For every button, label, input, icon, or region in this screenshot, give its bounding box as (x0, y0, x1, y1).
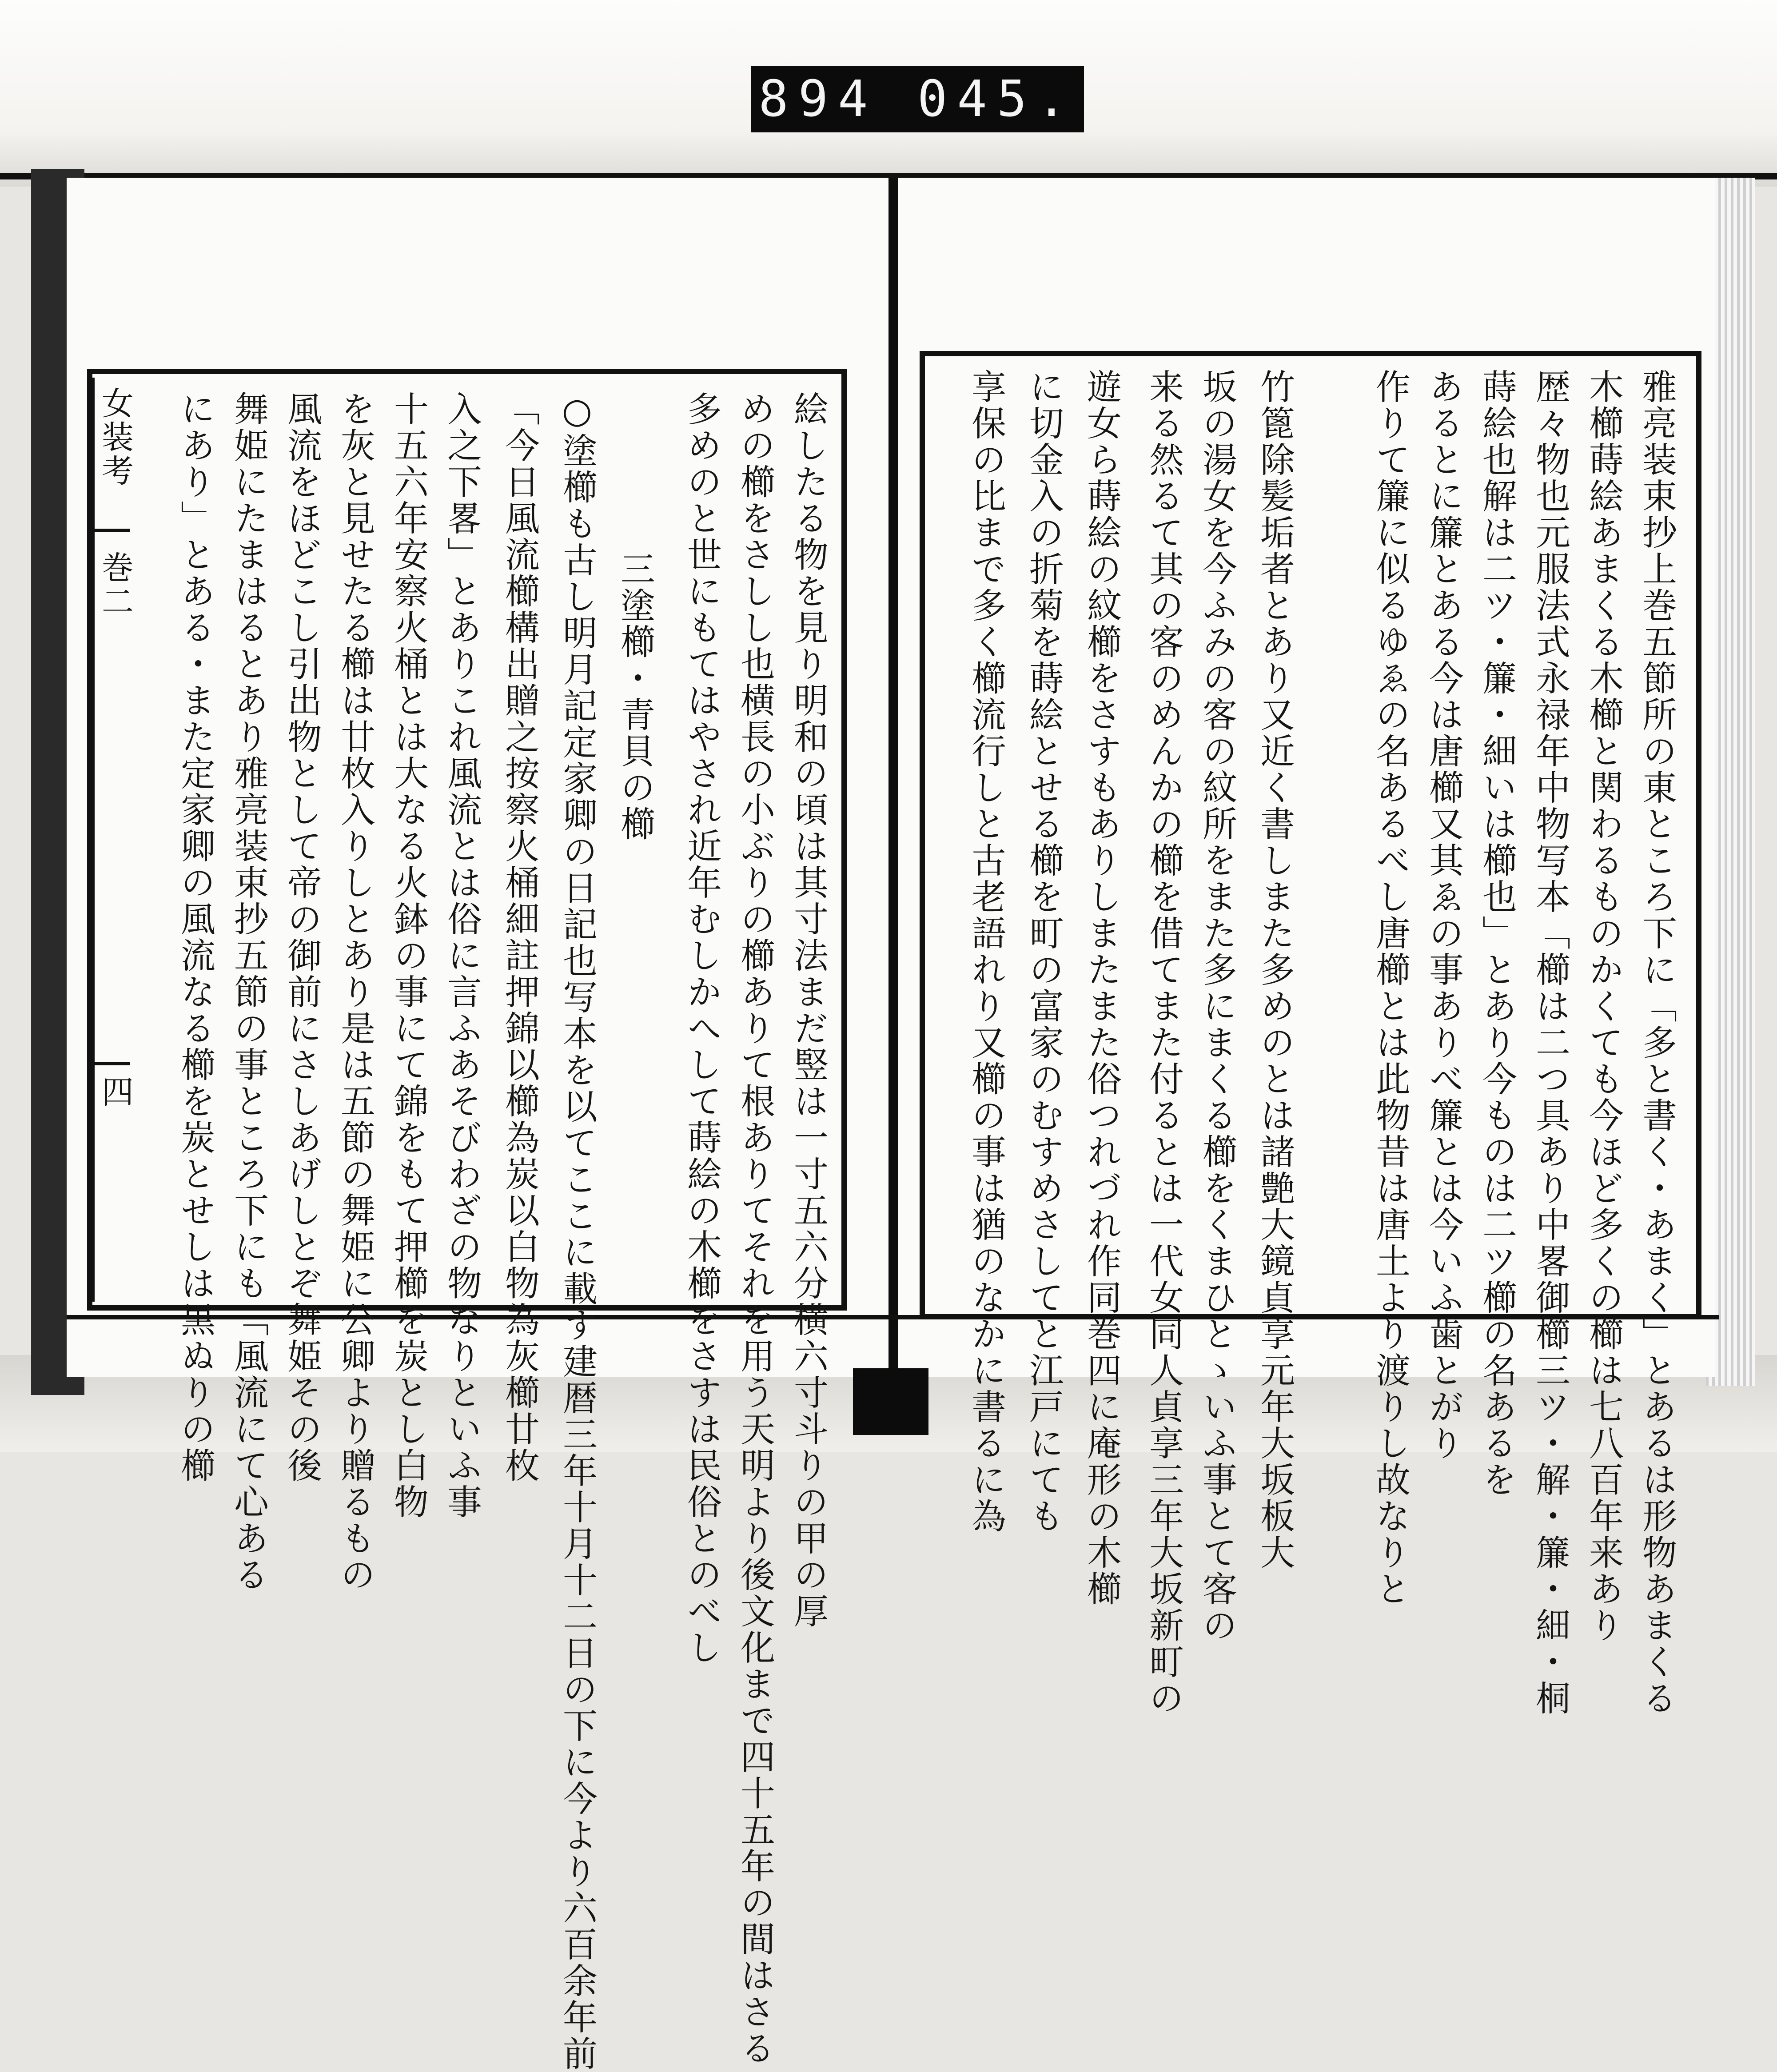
text-column: 入之下畧」とありこれ風流とは俗に言ふあそびわざの物なりといふ事 (442, 391, 482, 1520)
text-column: 風流をほどこし引出物として帝の御前にさしあげしとぞ舞姫その後 (282, 391, 322, 1484)
margin-volume: 巻二 (96, 551, 134, 618)
text-column: あるとに簾とある今は唐櫛又其ゑの事ありべ簾とは今いふ歯とがり (1423, 369, 1463, 1462)
text-column: 木櫛蒔絵あまくる木櫛と関わるものかくても今ほど多くの櫛は七八百年来あり (1583, 369, 1623, 1644)
text-column: 享保の比まで多く櫛流行しと古老語れり又櫛の事は猶のなかに書るに為 (966, 369, 1006, 1534)
text-column: にあり」とある・また定家卿の風流なる櫛を炭とせしは黒ぬりの櫛 (175, 391, 215, 1484)
text-column: めの櫛をさしし也横長の小ぶりの櫛ありて根ありてそれを用う天明より後文化まで四十五年の間はさる (735, 391, 775, 2067)
margin-separator (95, 1062, 130, 1065)
margin-page-number: 四 (96, 1075, 134, 1109)
text-column: 作りて簾に似るゆゑの名あるべし唐櫛とは此物昔は唐土より渡りし故なりと (1370, 369, 1410, 1607)
text-column: に切金入の折菊を蒔絵とせる櫛を町の富家のむすめさしてと江戸にても (1024, 369, 1064, 1534)
margin-book-title: 女装考 (96, 387, 134, 488)
text-column: 遊女ら蒔絵の紋櫛をさすもありしまたまた俗つれづれ作同巻四に庵形の木櫛 (1081, 369, 1121, 1607)
text-column: 竹篦除髪垢者とあり又近く書しまた多めのとは諸艶大鏡貞享元年大坂板大 (1255, 369, 1295, 1571)
margin-header (91, 378, 134, 1302)
text-column: ○塗櫛も古し明月記定家卿の日記也写本を以てここに載す建暦三年十月十二日の下に今より六百余年前 (557, 391, 597, 2072)
book-gutter (888, 178, 898, 1386)
text-column: 十五六年安察火桶とは大なる火鉢の事にて錦をもて押櫛を炭とし白物 (388, 391, 428, 1520)
section-heading: 三塗櫛・青貝の櫛 (615, 551, 655, 842)
text-column: 絵したる物を見り明和の頃は其寸法まだ竪は一寸五六分横六寸斗りの甲の厚 (788, 391, 828, 1630)
text-column: を灰と見せたる櫛は廿枚入りしとあり是は五節の舞姫に公卿より贈るもの (335, 391, 375, 1593)
text-column: 来る然るて其の客のめんかの櫛を借てまた付るとは一代女同人貞享三年大坂新町の (1143, 369, 1183, 1717)
text-column: 蒔絵也解は二ツ・簾・細いは櫛也」とあり今ものは二ツ櫛の名あるを (1477, 369, 1517, 1498)
text-column: 坂の湯女を今ふみの客の紋所をまた多にまくる櫛をくまひとゝいふ事とて客の (1197, 369, 1237, 1644)
binding-clip (853, 1368, 928, 1435)
text-column: 雅亮装束抄上巻五節所の東ところ下に「多と書く・あまく」とあるは形物あまくる (1637, 369, 1677, 1717)
margin-separator (95, 529, 130, 532)
text-column: 舞姫にたまはるとあり雅亮装束抄五節の事ところ下にも「風流にて心ある (228, 391, 268, 1593)
text-column: 多めのと世にもてはやされ近年むしかへして蒔絵の木櫛をさすは民俗とのべし (681, 391, 721, 1666)
text-column: 「今日風流櫛構出贈之按察火桶細註押錦以櫛為炭以白物為灰櫛廿枚 (499, 391, 539, 1484)
text-column: 歴々物也元服法式永禄年中物写本「櫛は二つ具あり中畧御櫛三ツ・解・簾・細・桐 (1530, 369, 1570, 1717)
scan-id-label: 894 045. (751, 66, 1084, 132)
